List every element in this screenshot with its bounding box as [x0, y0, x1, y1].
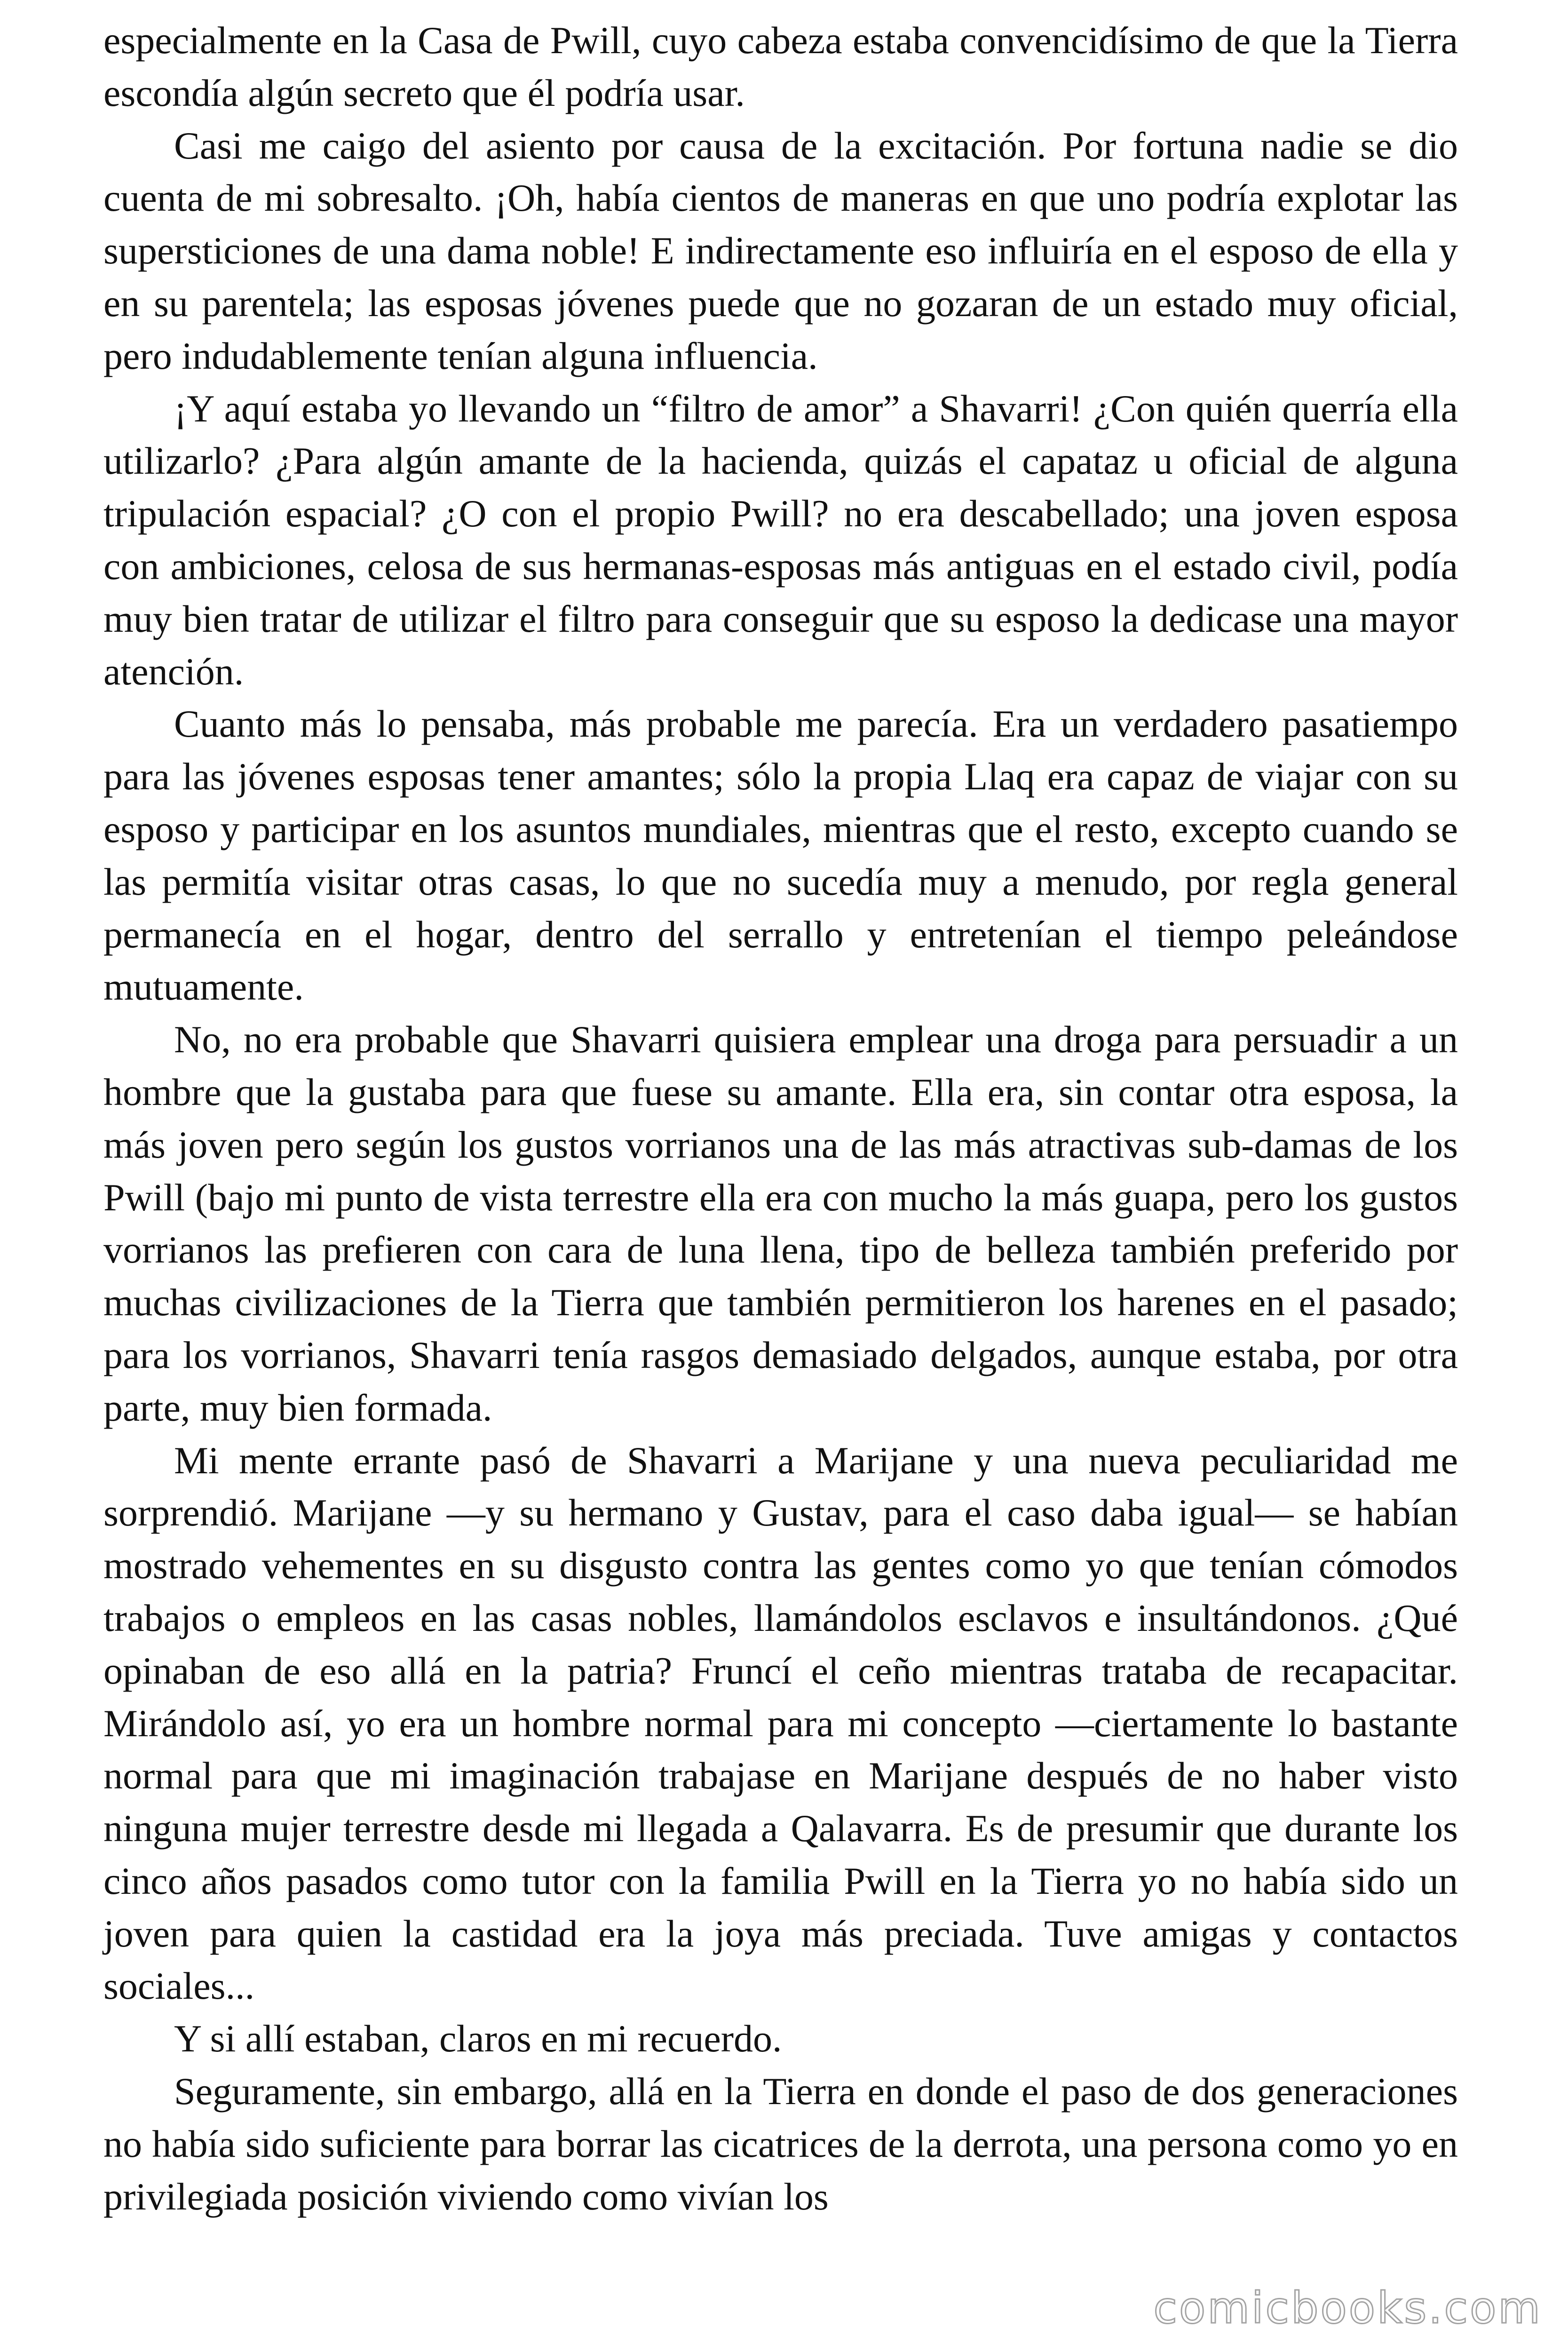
paragraph-7: Y si allí estaban, claros en mi recuerdo. [174, 2017, 782, 2060]
watermark: comicbooks.com [1153, 2283, 1542, 2333]
paragraph-8: Seguramente, sin embargo, allá en la Tierra en donde el paso de dos generaciones no había sido suficiente para borrar las cicatrices de la derrota, una persona como yo en privilegiada posición viviendo como vivían los [103, 2070, 1458, 2218]
paragraph-2: Casi me caigo del asiento por causa de la excitación. Por fortuna nadie se dio cuenta de mi sobresalto. ¡Oh, había cientos de maneras en que uno podría explotar las supersticiones de una dama noble! E indirectamente eso influiría en el esposo de ella y en su parentela; las esposas jóvenes puede que no gozaran de un estado muy oficial, pero indudablemente tenían alguna influencia. [103, 124, 1458, 377]
paragraph-6: Mi mente errante pasó de Shavarri a Marijane y una nueva peculiaridad me sorprendió. Marijane —y su hermano y Gustav, para el caso daba igual— se habían mostrado vehementes en su disgusto contra las gentes como yo que tenían cómodos trabajos o empleos en las casas nobles, llamándolos esclavos e insultándonos. ¿Qué opinaban de eso allá en la patria? Fruncí el ceño mientras trataba de recapacitar. Mirándolo así, yo era un hombre normal para mi concepto —ciertamente lo bastante normal para que mi imaginación trabajase en Marijane después de no haber visto ninguna mujer terrestre desde mi llegada a Qalavarra. Es de presumir que durante los cinco años pasados como tutor con la familia Pwill en la Tierra yo no había sido un joven para quien la castidad era la joya más preciada. Tuve amigas y contactos sociales... [103, 1438, 1458, 2008]
page-body [103, 14, 1458, 2223]
paragraph-5: No, no era probable que Shavarri quisiera emplear una droga para persuadir a un hombre que la gustaba para que fuese su amante. Ella era, sin contar otra esposa, la más joven pero según los gustos vorrianos una de las más atractivas sub-damas de los Pwill (bajo mi punto de vista terrestre ella era con mucho la más guapa, pero los gustos vorrianos las prefieren con cara de luna llena, tipo de belleza también preferido por muchas civilizaciones de la Tierra que también permitieron los harenes en el pasado; para los vorrianos, Shavarri tenía rasgos demasiado delgados, aunque estaba, por otra parte, muy bien formada. [103, 1018, 1458, 1429]
paragraph-1: especialmente en la Casa de Pwill, cuyo cabeza estaba convencidísimo de que la Tierra escondía algún secreto que él podría usar. [103, 19, 1458, 114]
paragraph-4: Cuanto más lo pensaba, más probable me parecía. Era un verdadero pasatiempo para las jóvenes esposas tener amantes; sólo la propia Llaq era capaz de viajar con su esposo y participar en los asuntos mundiales, mientras que el resto, excepto cuando se las permitía visitar otras casas, lo que no sucedía muy a menudo, por regla general permanecía en el hogar, dentro del serrallo y entretenían el tiempo peleándose mutuamente. [103, 702, 1458, 1009]
paragraph-3: ¡Y aquí estaba yo llevando un “filtro de amor” a Shavarri! ¿Con quién querría ella utilizarlo? ¿Para algún amante de la hacienda, quizás el capataz u oficial de alguna tripulación espacial? ¿O con el propio Pwill? no era descabellado; una joven esposa con ambiciones, celosa de sus hermanas-esposas más antiguas en el estado civil, podía muy bien tratar de utilizar el filtro para conseguir que su esposo la dedicase una mayor atención. [103, 387, 1458, 693]
